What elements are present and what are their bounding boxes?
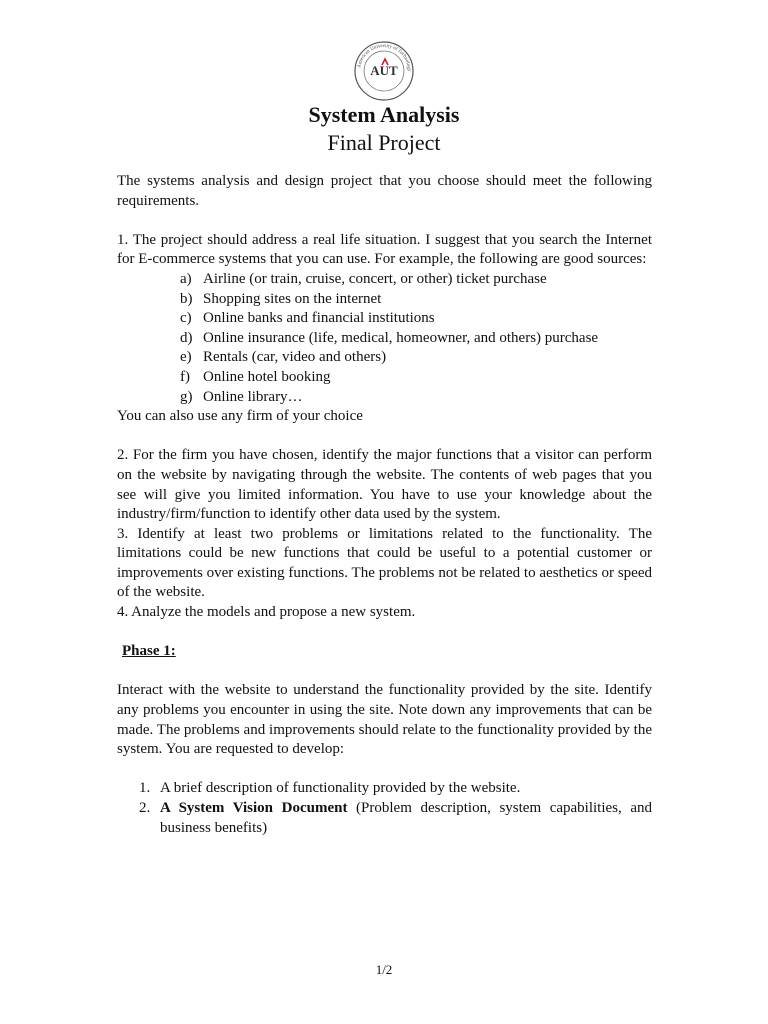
any-firm-note: You can also use any firm of your choice — [117, 408, 363, 425]
sources-list — [117, 270, 652, 407]
document-body — [117, 172, 652, 838]
source-item: b) Shopping sites on the internet — [180, 290, 382, 307]
university-logo — [349, 40, 419, 102]
svg-text:American University of Technol: American University of Technology — [357, 43, 412, 72]
intro-paragraph: The systems analysis and design project that you choose should meet the following requirements. — [117, 173, 652, 209]
requirement-4: 4. Analyze the models and propose a new system. — [117, 604, 416, 621]
requirement-1: 1. The project should address a real life situation. I suggest that you search the Internet for E-commerce systems that you can use. For example, the following are good sources: — [117, 231, 652, 268]
document-subtitle: Final Project — [327, 130, 441, 155]
source-item: d) Online insurance (life, medical, homeowner, and others) purchase — [180, 329, 599, 346]
deliverables-list — [117, 779, 652, 838]
requirement-2: 2. For the firm you have chosen, identify the major functions that a visitor can perform on the website by navigating through the website. The contents of web pages that you see will give you limited information. You have to use your knowledge about the industry/firm/function to identify other data used by the system. — [117, 447, 652, 523]
source-item: g) Online library… — [180, 388, 303, 405]
phase-heading: Phase 1: — [122, 643, 176, 660]
deliverable-item: 2. A System Vision Document (Problem description, system capabilities, and business benefits) — [139, 800, 652, 836]
document-title: System Analysis — [308, 102, 460, 127]
source-item: e) Rentals (car, video and others) — [180, 349, 387, 366]
page-number: 1/2 — [375, 962, 393, 977]
requirement-3: 3. Identify at least two problems or limitations related to the functionality. The limitations could be new functions that could be useful to a potential customer or improvements over existing functions. The problems not be related to aesthetics or speed of the website. — [117, 525, 652, 601]
deliverable-item: 1. A brief description of functionality provided by the website. — [139, 780, 521, 797]
source-item: a) Airline (or train, cruise, concert, or other) ticket purchase — [180, 270, 547, 287]
source-item: c) Online banks and financial institutions — [180, 310, 435, 327]
phase-paragraph: Interact with the website to understand the functionality provided by the site. Identify any problems you encounter in using the site. Note down any improvements that can be made. The problems and improvements should relate to the functionality provided by the system. You are requested to develop: — [117, 682, 652, 758]
svg-text:AUT: AUT — [370, 63, 398, 78]
source-item: f) Online hotel booking — [180, 368, 331, 385]
vision-document-label: A System Vision Document — [160, 800, 348, 816]
